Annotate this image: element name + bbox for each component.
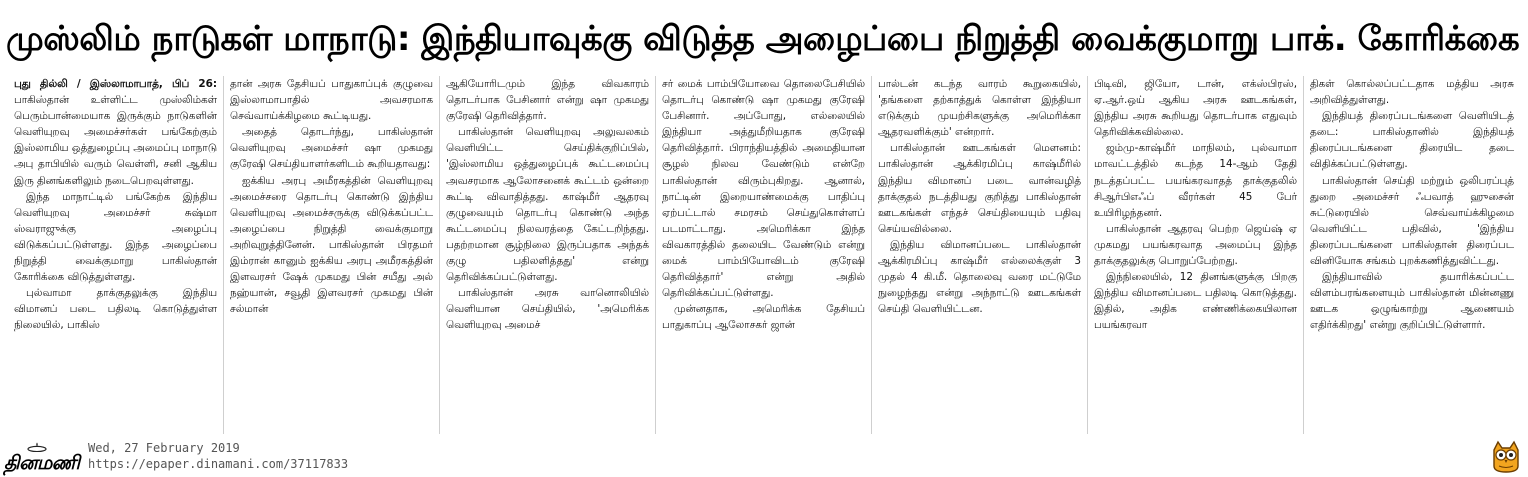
paragraph: முன்னதாக, அமெரிக்க தேசியப் பாதுகாப்பு ஆலோசகர் ஜான்	[662, 303, 865, 332]
paragraph: ஆகியோரிடமும் இந்த விவகாரம் தொடர்பாக பேசினார் என்று ஷா முகமது குரேஷி தெரிவித்தார்.	[446, 78, 649, 123]
owl-icon	[1490, 440, 1522, 474]
article-column-5	[872, 76, 1088, 434]
paragraph: இந்தியாவில் தயாரிக்கப்பட்ட விளம்பரங்களையும் பாகிஸ்தான் மின்னணு ஊடக ஒழுங்காற்று ஆணையம் எதிர்க்கிறது' என்று குறிப்பிட்டுள்ளார்.	[1310, 271, 1514, 332]
paragraph: பாகிஸ்தான் வெளியுறவு அலுவலகம் வெளியிட்ட செய்திக்குறிப்பில், 'இஸ்லாமிய ஒத்துழைப்புக் கூட்டமைப்பு அவசரமாக ஆலோசனைக் கூட்டம் ஒன்றை கூட்டி விவாதித்தது. காஷ்மீர் ஆதரவு குழுவையும் தொடர்பு கொண்டு அந்த கூட்டமைப்பு நிலவரத்தை கேட்டறிந்தது. பதற்றமான சூழ்நிலை இருப்பதாக அந்தக் குழு பதிலளித்தது' என்று தெரிவிக்கப்பட்டுள்ளது.	[446, 126, 649, 284]
paragraph: பாகிஸ்தான் அரசு வானொலியில் வெளியான செய்தியில், 'அமெரிக்க வெளியுறவு அமைச்	[446, 287, 649, 332]
paragraph: இந்த மாநாட்டில் பங்கேற்க இந்திய வெளியுறவு அமைச்சர் சுஷ்மா ஸ்வராஜுக்கு அழைப்பு விடுக்கப்பட்டுள்ளது. இந்த அழைப்பை நிறுத்தி வைக்குமாறு பாகிஸ்தான் கோரிக்கை விடுத்துள்ளது.	[14, 190, 217, 284]
dateline: புது தில்லி / இஸ்லாமாபாத், பிப் 26:	[14, 78, 217, 90]
paragraph: சர் மைக் பாம்பியோவை தொலைபேசியில் தொடர்பு கொண்டு ஷா முகமது குரேஷி பேசினார். அப்போது, எல்லையில் இந்தியா அத்துமீறியதாக குரேஷி தெரிவித்தார். பிராந்தியத்தில் அமைதியான சூழல் நிலவ வேண்டும் என்றே பாகிஸ்தான் விரும்புகிறது. ஆனால், நாட்டின் இறையாண்மைக்கு பாதிப்பு ஏற்பட்டால் சமரசம் செய்துகொள்ளப் படமாட்டாது. அமெரிக்கா இந்த விவகாரத்தில் தலையிட வேண்டும் என்று மைக் பாம்பியோவிடம் குரேஷி தெரிவித்தார்' என்று அதில் தெரிவிக்கப்பட்டுள்ளது.	[662, 78, 865, 300]
paragraph: பிடிவி, ஜியோ, டான், எக்ஸ்பிரஸ், ஏ.ஆர்.ஒய் ஆகிய அரசு ஊடகங்கள், இந்திய அரசு கூறியது தொடர்பாக எதுவும் தெரிவிக்கவில்லை.	[1094, 78, 1297, 139]
article-column-4	[656, 76, 872, 434]
footer	[0, 438, 1528, 477]
article-column-3	[440, 76, 656, 434]
paragraph: அதைத் தொடர்ந்து, பாகிஸ்தான் வெளியுறவு அமைச்சர் ஷா முகமது குரேஷி செய்தியாளர்களிடம் கூறியதாவது:	[230, 126, 433, 171]
headline: முஸ்லிம் நாடுகள் மாநாடு: இந்தியாவுக்கு விடுத்த அழைப்பை நிறுத்தி வைக்குமாறு பாக். கோரிக்கை	[6, 19, 1520, 59]
paragraph: புல்வாமா தாக்குதலுக்கு இந்திய விமானப் படை பதிலடி கொடுத்துள்ள நிலையில், பாகிஸ்	[14, 287, 217, 332]
paragraph: ஜம்மு-காஷ்மீர் மாநிலம், புல்வாமா மாவட்டத்தில் கடந்த 14-ஆம் தேதி நடத்தப்பட்ட பயங்கரவாதத் தாக்குதலில் சிஆர்பிஎஃப் வீரர்கள் 45 பேர் உயிரிழந்தனர்.	[1094, 142, 1297, 219]
paragraph: தான் அரசு தேசியப் பாதுகாப்புக் குழுவை இஸ்லாமாபாதில் அவசரமாக செவ்வாய்க்கிழமை கூட்டியது.	[230, 78, 433, 123]
logo-text: தினமணி	[4, 452, 80, 474]
article-column-1	[8, 76, 224, 434]
paragraph: இந்தியத் திரைப்படங்களை வெளியிடத் தடை: பாகிஸ்தானில் இந்தியத் திரைப்படங்களை திரையிட தடை விதிக்கப்பட்டுள்ளது.	[1310, 110, 1514, 171]
edition-url[interactable]: https://epaper.dinamani.com/37117833	[88, 457, 349, 471]
article-body	[8, 76, 1520, 434]
edition-date: Wed, 27 February 2019	[88, 441, 240, 455]
paragraph: இந்நிலையில், 12 தினங்களுக்கு பிறகு இந்திய விமானப்படை பதிலடி கொடுத்தது. இதில், அதிக எண்ணிக்கையிலான பயங்கரவா	[1094, 271, 1297, 332]
paragraph: பாகிஸ்தான் ஊடகங்கள் மௌனம்: பாகிஸ்தான் ஆக்கிரமிப்பு காஷ்மீரில் இந்திய விமானப் படை வான்வழித் தாக்குதல் நடத்தியது குறித்து பாகிஸ்தான் ஊடகங்கள் எந்தச் செய்தியையும் பதிவு செய்யவில்லை.	[878, 142, 1081, 235]
paragraph: இந்திய விமானப்படை பாகிஸ்தான் ஆக்கிரமிப்பு காஷ்மீர் எல்லைக்குள் 3 முதல் 4 கி.மீ. தொலைவு வரை மட்டுமே நுழைந்தது என்று அந்நாட்டு ஊடகங்கள் செய்தி வெளியிட்டன.	[878, 238, 1081, 316]
lamp-icon	[26, 442, 48, 452]
article-column-2	[224, 76, 440, 434]
article-column-7	[1304, 76, 1520, 434]
paragraph: திகள் கொல்லப்பட்டதாக மத்திய அரசு அறிவித்துள்ளது.	[1310, 78, 1514, 107]
paragraph: பால்டன் கடந்த வாரம் கூறுகையில், 'தங்களை தற்காத்துக் கொள்ள இந்தியா எடுக்கும் முயற்சிகளுக்கு அமெரிக்கா ஆதரவளிக்கும்' என்றார்.	[878, 78, 1081, 139]
dinamani-logo	[4, 442, 78, 474]
article-column-6	[1088, 76, 1304, 434]
edition-meta	[88, 440, 348, 472]
paragraph: பாகிஸ்தான் ஆதரவு பெற்ற ஜெய்ஷ் ஏ முகமது பயங்கரவாத அமைப்பு இந்த தாக்குதலுக்கு பொறுப்பேற்றது.	[1094, 222, 1297, 268]
paragraph: ஐக்கிய அரபு அமீரகத்தின் வெளியுறவு அமைச்சரை தொடர்பு கொண்டு இந்திய வெளியுறவு அமைச்சருக்கு விடுக்கப்பட்ட அழைப்பை நிறுத்தி வைக்குமாறு அறிவுறுத்தினேன். பாகிஸ்தான் பிரதமர் இம்ரான் கானும் ஐக்கிய அரபு அமீரகத்தின் இளவரசர் ஷேக் முகமது பின் சயீது அல் நஹ்யான், சவூதி இளவரசர் முகமது பின் சல்மான்	[230, 174, 433, 316]
paragraph: பாகிஸ்தான் செய்தி மற்றும் ஒலிபரப்புத் துறை அமைச்சர் ஃபவாத் ஹுசைன் சுட்டுரையில் செவ்வாய்க்கிழமை வெளியிட்ட பதிவில், 'இந்திய திரைப்படங்களை பாகிஸ்தான் திரைப்பட வினியோக சங்கம் புறக்கணித்துவிட்டது.	[1310, 174, 1514, 268]
paragraph: பாகிஸ்தான் உள்ளிட்ட முஸ்லிம்கள் பெரும்பான்மையாக இருக்கும் நாடுகளின் வெளியுறவு அமைச்சர்கள் பங்கேற்கும் இஸ்லாமிய ஒத்துழைப்பு அமைப்பு மாநாடு அபு தாபியில் வரும் வெள்ளி, சனி ஆகிய இரு தினங்களிலும் நடைபெறவுள்ளது.	[14, 94, 217, 187]
